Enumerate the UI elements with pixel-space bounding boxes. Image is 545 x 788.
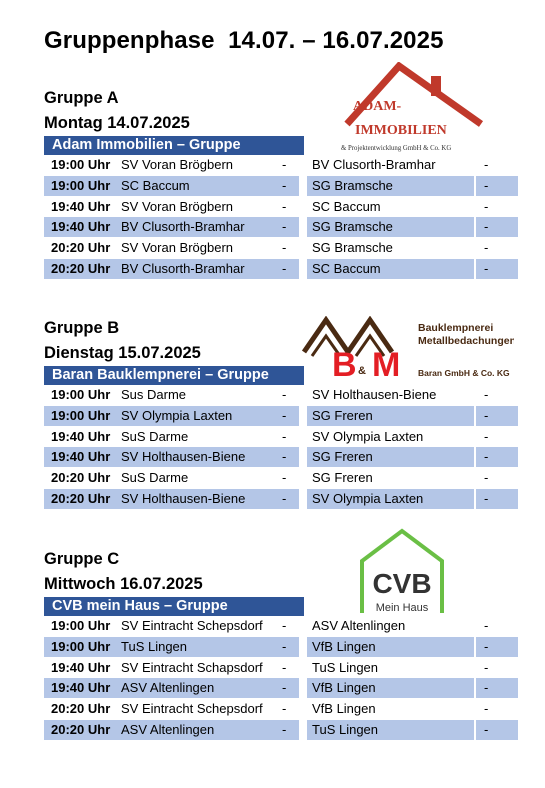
column-divider [299,699,307,719]
away-team: SG Freren [312,470,373,486]
match-row [44,259,518,280]
versus-separator: - [282,490,287,506]
match-row [44,637,518,658]
versus-separator: - [282,638,287,654]
versus-separator: - [282,260,287,276]
away-team: VfB Lingen [312,680,376,696]
match-row [44,489,518,510]
match-time: 19:00 Uhr [51,638,111,654]
column-divider [299,176,307,196]
group-date: Mittwoch 16.07.2025 [44,575,203,593]
column-divider [474,468,476,488]
away-team: TuS Lingen [312,721,379,737]
column-divider [474,238,476,258]
match-time: 19:00 Uhr [51,177,111,193]
versus-separator: - [282,240,287,256]
versus-separator: - [282,428,287,444]
column-divider [299,678,307,698]
match-time: 19:40 Uhr [51,449,111,465]
versus-separator: - [282,659,287,675]
result-placeholder: - [484,490,489,506]
logo-text-line1: ADAM- [353,99,402,114]
home-team: SV Eintracht Schapsdorf [121,659,263,675]
column-divider [474,720,476,740]
away-team: VfB Lingen [312,701,376,717]
logo-letter-m: M [372,346,401,382]
match-row [44,238,518,259]
roof-zigzag-icon [302,316,514,382]
column-divider [474,406,476,426]
column-divider [474,197,476,217]
house-outline-icon [356,527,448,617]
match-table [44,385,518,510]
result-placeholder: - [484,177,489,193]
column-divider [299,468,307,488]
match-time: 19:40 Uhr [51,428,111,444]
away-team: SC Baccum [312,198,381,214]
away-team: SG Bramsche [312,240,393,256]
away-team: TuS Lingen [312,659,379,675]
result-placeholder: - [484,157,489,172]
match-row [44,447,518,468]
page-title: Gruppenphase 14.07. – 16.07.2025 [44,27,444,54]
match-row [44,658,518,679]
match-time: 19:40 Uhr [51,680,111,696]
away-team: ASV Altenlingen [312,618,406,633]
column-divider [474,637,476,657]
result-placeholder: - [484,260,489,276]
home-team: ASV Altenlingen [121,721,215,737]
match-time: 19:40 Uhr [51,659,111,675]
logo-text-line3: Baran GmbH & Co. KG [418,368,510,378]
result-placeholder: - [484,219,489,235]
result-placeholder: - [484,470,489,486]
column-divider [299,259,307,279]
match-time: 19:40 Uhr [51,198,111,214]
match-time: 20:20 Uhr [51,490,111,506]
baran-bauklempnerei-logo [302,316,514,382]
column-divider [299,197,307,217]
match-time: 19:00 Uhr [51,407,111,423]
column-divider [474,616,476,636]
home-team: Sus Darme [121,387,187,402]
versus-separator: - [282,219,287,235]
group-date: Dienstag 15.07.2025 [44,344,201,362]
versus-separator: - [282,470,287,486]
logo-text-line1: Bauklempnerei [418,322,494,334]
home-team: SV Holthausen-Biene [121,449,246,465]
match-table [44,155,518,280]
home-team: BV Clusorth-Bramhar [121,260,245,276]
versus-separator: - [282,721,287,737]
logo-text-line1: CVB [372,568,432,599]
logo-ampersand: & [358,365,366,377]
away-team: SC Baccum [312,260,381,276]
logo-text-line2: Metallbedachungen [418,335,514,347]
column-divider [299,658,307,678]
home-team: SuS Darme [121,428,189,444]
match-time: 19:40 Uhr [51,219,111,235]
column-divider [474,447,476,467]
match-row [44,385,518,406]
home-team: SuS Darme [121,470,189,486]
result-placeholder: - [484,428,489,444]
match-table [44,616,518,741]
result-placeholder: - [484,449,489,465]
match-row [44,468,518,489]
versus-separator: - [282,618,287,633]
match-row [44,699,518,720]
column-divider [299,406,307,426]
column-divider [474,658,476,678]
match-row [44,678,518,699]
versus-separator: - [282,701,287,717]
match-time: 20:20 Uhr [51,240,111,256]
versus-separator: - [282,449,287,465]
column-divider [299,427,307,447]
home-team: BV Clusorth-Bramhar [121,219,245,235]
versus-separator: - [282,157,287,172]
result-placeholder: - [484,638,489,654]
match-row [44,197,518,218]
column-divider [474,678,476,698]
away-team: VfB Lingen [312,638,376,654]
home-team: SV Voran Brögbern [121,157,234,172]
result-placeholder: - [484,721,489,737]
match-row [44,176,518,197]
column-divider [474,489,476,509]
versus-separator: - [282,387,287,402]
away-team: BV Clusorth-Bramhar [312,157,436,172]
column-divider [299,238,307,258]
group-name: Gruppe C [44,550,120,568]
away-team: SV Olympia Laxten [312,428,424,444]
column-divider [299,155,307,175]
match-time: 19:00 Uhr [51,618,111,633]
match-time: 20:20 Uhr [51,701,111,717]
column-divider [299,720,307,740]
column-divider [474,217,476,237]
home-team: SV Eintracht Schepsdorf [121,618,263,633]
result-placeholder: - [484,407,489,423]
versus-separator: - [282,680,287,696]
logo-text-line3: & Projektentwicklung GmbH & Co. KG [341,145,452,152]
match-row [44,616,518,637]
match-time: 20:20 Uhr [51,260,111,276]
home-team: ASV Altenlingen [121,680,215,696]
sponsor-band: Baran Bauklempnerei – Gruppe [44,366,304,385]
home-team: TuS Lingen [121,638,188,654]
match-row [44,406,518,427]
result-placeholder: - [484,198,489,214]
column-divider [474,176,476,196]
away-team: SG Freren [312,407,373,423]
match-time: 20:20 Uhr [51,470,111,486]
sponsor-band: Adam Immobilien – Gruppe [44,136,304,155]
match-time: 19:00 Uhr [51,387,111,402]
away-team: SG Freren [312,449,373,465]
logo-letter-b: B [332,346,357,382]
home-team: SV Holthausen-Biene [121,490,246,506]
away-team: SG Bramsche [312,219,393,235]
away-team: SG Bramsche [312,177,393,193]
home-team: SV Eintracht Schepsdorf [121,701,263,717]
group-date: Montag 14.07.2025 [44,114,190,132]
home-team: SC Baccum [121,177,190,193]
match-time: 20:20 Uhr [51,721,111,737]
column-divider [299,385,307,405]
match-row [44,427,518,448]
logo-text-line2: IMMOBILIEN [355,123,447,138]
versus-separator: - [282,198,287,214]
result-placeholder: - [484,618,489,633]
house-roof-icon [333,62,493,158]
column-divider [299,447,307,467]
column-divider [474,427,476,447]
result-placeholder: - [484,701,489,717]
home-team: SV Voran Brögbern [121,198,234,214]
away-team: SV Holthausen-Biene [312,387,437,402]
adam-immobilien-logo [333,62,493,158]
column-divider [474,699,476,719]
column-divider [299,217,307,237]
column-divider [299,489,307,509]
match-row [44,217,518,238]
sponsor-band: CVB mein Haus – Gruppe [44,597,304,616]
result-placeholder: - [484,680,489,696]
result-placeholder: - [484,240,489,256]
result-placeholder: - [484,387,489,402]
group-name: Gruppe A [44,89,119,107]
logo-text-line2: Mein Haus [375,602,429,614]
home-team: SV Voran Brögbern [121,240,234,256]
versus-separator: - [282,177,287,193]
away-team: SV Olympia Laxten [312,490,424,506]
cvb-mein-haus-logo [356,527,448,617]
match-row [44,720,518,741]
column-divider [474,259,476,279]
result-placeholder: - [484,659,489,675]
group-name: Gruppe B [44,319,120,337]
match-row [44,155,518,176]
versus-separator: - [282,407,287,423]
column-divider [299,616,307,636]
home-team: SV Olympia Laxten [121,407,233,423]
match-time: 19:00 Uhr [51,157,111,172]
column-divider [474,385,476,405]
column-divider [299,637,307,657]
